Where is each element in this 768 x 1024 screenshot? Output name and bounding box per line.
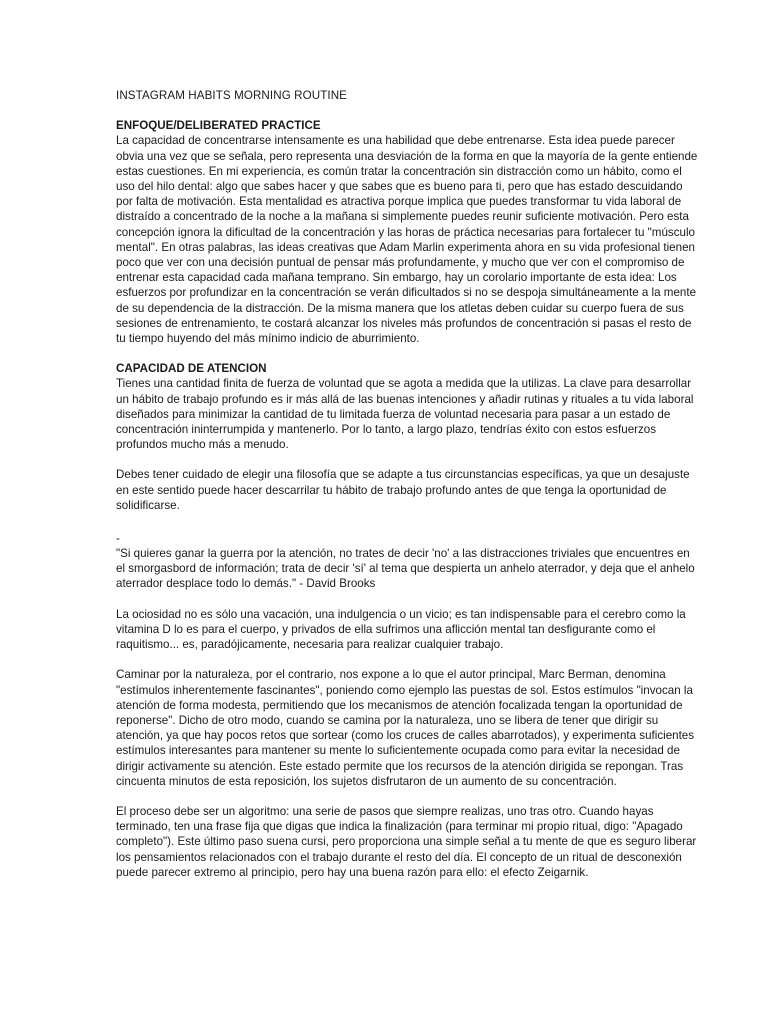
- section-heading: ENFOQUE/DELIBERATED PRACTICE: [116, 119, 321, 133]
- section-heading: CAPACIDAD DE ATENCION: [116, 362, 267, 376]
- section-body: Tienes una cantidad finita de fuerza de voluntad que se agota a medida que la utilizas. La clave para desarrollar un hábito de trabajo profundo es ir más allá de las buenas intenciones y añadir rutinas y rituales a tu vida laboral diseñados para minimizar la cantidad de tu limitada fuerza de voluntad necesaria para pasar a un estado de concentración ininterrumpida y mantenerlo. Por lo tanto, a largo plazo, tendrías éxito con estos esfuerzos profundos mucho más a menudo.: [116, 377, 694, 452]
- section-body: La capacidad de concentrarse intensamente es una habilidad que debe entrenarse. Esta idea puede parecer obvia una vez que se señala, pero representa una desviación de la forma en que la mayoría de la gente entiende estas cuestiones. En mi experiencia, es común tratar la concentración sin distracción como un hábito, como el uso del hilo dental: algo que sabes hacer y que sabes que es bueno para ti, pero que has estado descuidando por falta de motivación. Esta mentalidad es atractiva porque implica que puedes transformar tu vida laboral de distraído a concentrado de la noche a la mañana si simplemente puedes reunir suficiente motivación. Pero esta concepción ignora la dificultad de la concentración y las horas de práctica necesarias para fortalecer tu "músculo mental". En otras palabras, las ideas creativas que Adam Marlin experimenta ahora en su vida profesional tienen poco que ver con una decisión puntual de pensar más profundamente, y mucho que ver con el compromiso de entrenar esta capacidad cada mañana temprano. Sin embargo, hay un corolario importante de esta idea: Los esfuerzos por profundizar en la concentración se verán dificultados si no se despoja simultáneamente a la mente de su dependencia de la distracción. De la misma manera que los atletas deben cuidar su cuerpo fuera de sus sesiones de entrenamiento, te costará alcanzar los niveles más profundos de concentración si pasas el resto de tu tiempo huyendo del más mínimo indicio de aburrimiento.: [116, 134, 698, 346]
- section-capacidad: [116, 361, 698, 452]
- document-title: INSTAGRAM HABITS MORNING ROUTINE: [116, 89, 348, 102]
- paragraph-ociosidad: La ociosidad no es sólo una vacación, una indulgencia o un vicio; es tan indispensable para el cerebro como la vitamina D lo es para el cuerpo, y privados de ella sufrimos una aflicción mental tan desfigurante como el raquitismo... es, paradójicamente, necesaria para realizar cualquier trabajo.: [116, 607, 686, 652]
- paragraph-filosofia: Debes tener cuidado de elegir una filosofía que se adapte a tus circunstancias específicas, ya que un desajuste en este sentido puede hacer descarrilar tu hábito de trabajo profundo antes de que tenga la oportunidad de solidificarse.: [116, 468, 690, 512]
- paragraph-naturaleza: Caminar por la naturaleza, por el contrario, nos expone a lo que el autor principal, Marc Berman, denomina "estímulos inherentemente fascinantes", poniendo como ejemplo las puestas de sol. Estos estímulos "invocan la atención de forma modesta, permitiendo que los mecanismos de atención focalizada tengan la oportunidad de reponerse". Dicho de otro modo, cuando se camina por la naturaleza, uno se libera de tener que dirigir su atención, ya que hay pocos retos que sortear (como los cruces de calles abarrotados), y experimenta suficientes estímulos interesantes para mantener su mente lo suficientemente ocupada como para evitar la necesidad de dirigir activamente su atención. Este estado permite que los recursos de la atención dirigida se repongan. Tras cincuenta minutos de esta reposición, los sujetos disfrutaron de un aumento de su concentración.: [116, 668, 695, 788]
- section-enfoque: [116, 118, 698, 346]
- quote-david-brooks: "Si quieres ganar la guerra por la atención, no trates de decir 'no' a las distracciones triviales que encuentres en el smorgasbord de información; trata de decir 'sí' al tema que despierta un anhelo aterrador, y deja que el anhelo aterrador desplace todo lo demás." - David Brooks: [116, 547, 695, 591]
- separator-dash: -: [116, 532, 120, 546]
- paragraph-algoritmo: El proceso debe ser un algoritmo: una serie de pasos que siempre realizas, uno tras otro. Cuando hayas terminado, ten una frase fija que digas que indica la finalización (para terminar mi propio ritual, digo: "Apagado completo"). Este último paso suena cursi, pero proporciona una simple señal a tu mente de que es seguro liberar los pensamientos relacionados con el trabajo durante el resto del día. El concepto de un ritual de desconexión puede parecer extremo al principio, pero hay una buena razón para ello: el efecto Zeigarnik.: [116, 804, 697, 879]
